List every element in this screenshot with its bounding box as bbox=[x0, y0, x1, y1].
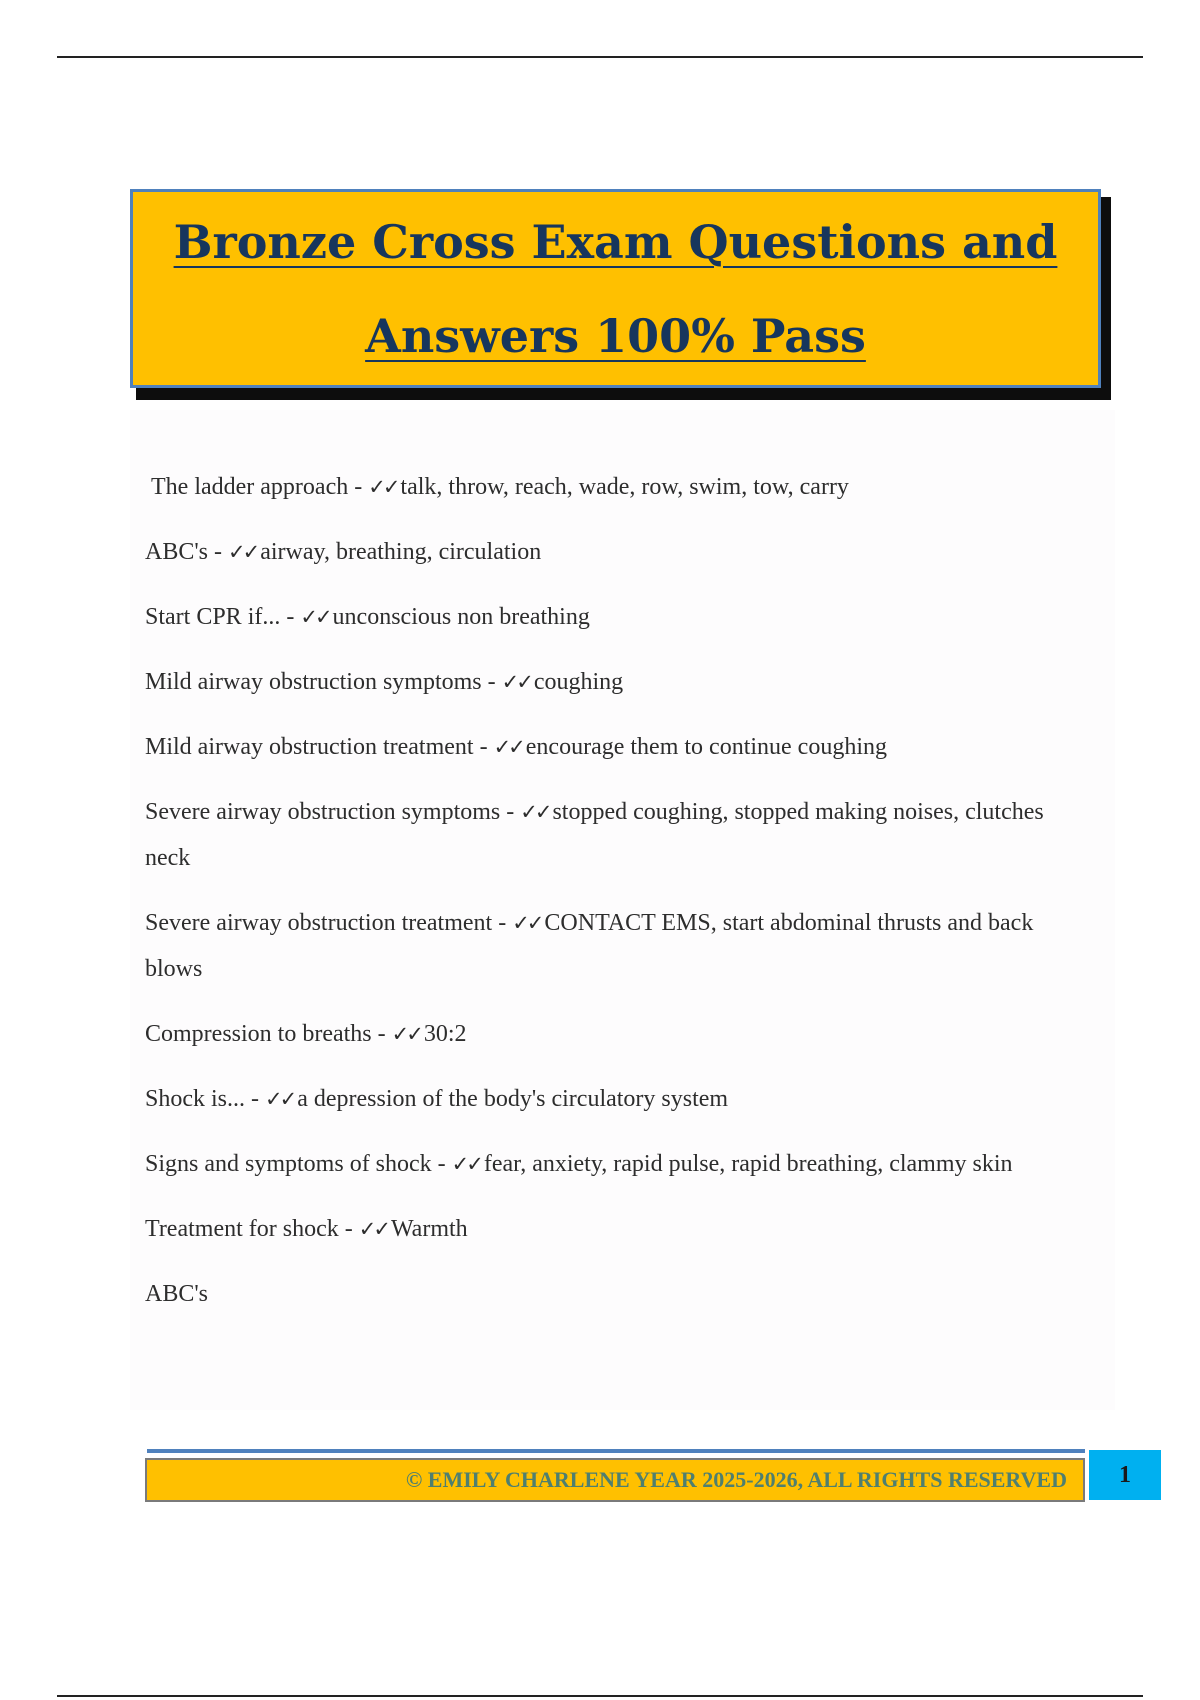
question-text: Start CPR if... - bbox=[145, 604, 301, 630]
answer-text: coughing bbox=[533, 669, 624, 695]
title-line-2: Answers 100% Pass bbox=[365, 308, 866, 363]
qa-item bbox=[145, 594, 1085, 640]
footer-banner bbox=[145, 1458, 1085, 1502]
question-text: Severe airway obstruction symptoms - bbox=[145, 799, 521, 825]
page-number: 1 bbox=[1089, 1450, 1161, 1500]
qa-item bbox=[145, 1011, 1085, 1057]
qa-item bbox=[145, 529, 1085, 575]
question-text: Treatment for shock - bbox=[145, 1216, 359, 1242]
answer-text: airway, breathing, circulation bbox=[260, 539, 542, 565]
check-mark-icon: ✓✓ bbox=[512, 911, 542, 935]
answer-text: 30:2 bbox=[423, 1021, 467, 1047]
qa-item bbox=[145, 900, 1085, 992]
qa-item bbox=[145, 1141, 1085, 1187]
qa-item bbox=[145, 789, 1085, 881]
check-mark-icon: ✓✓ bbox=[391, 1022, 421, 1046]
check-mark-icon: ✓✓ bbox=[451, 1152, 481, 1176]
question-text: The ladder approach - bbox=[151, 474, 369, 500]
question-text: Severe airway obstruction treatment - bbox=[145, 910, 513, 936]
check-mark-icon: ✓✓ bbox=[300, 605, 330, 629]
qa-list bbox=[145, 464, 1085, 1336]
question-text: ABC's - bbox=[145, 539, 229, 565]
check-mark-icon: ✓✓ bbox=[368, 475, 398, 499]
top-rule bbox=[57, 56, 1143, 58]
question-text: Mild airway obstruction symptoms - bbox=[145, 669, 502, 695]
answer-text: stopped coughing, stopped making noises, clutches neck bbox=[145, 799, 1044, 871]
copyright-text: © EMILY CHARLENE YEAR 2025-2026, ALL RIGHTS RESERVED bbox=[405, 1467, 1067, 1492]
check-mark-icon: ✓✓ bbox=[358, 1217, 388, 1241]
qa-item bbox=[145, 464, 1085, 510]
answer-text: CONTACT EMS, start abdominal thrusts and back blows bbox=[145, 910, 1034, 982]
check-mark-icon: ✓✓ bbox=[520, 800, 550, 824]
check-mark-icon: ✓✓ bbox=[493, 735, 523, 759]
qa-item bbox=[145, 724, 1085, 770]
answer-text: talk, throw, reach, wade, row, swim, tow, carry bbox=[400, 474, 849, 500]
footer-rule bbox=[147, 1449, 1085, 1453]
check-mark-icon: ✓✓ bbox=[265, 1087, 295, 1111]
answer-text: fear, anxiety, rapid pulse, rapid breathing, clammy skin bbox=[483, 1151, 1013, 1177]
qa-item bbox=[145, 659, 1085, 705]
title-box bbox=[130, 189, 1101, 388]
question-text: Compression to breaths - bbox=[145, 1021, 392, 1047]
answer-text: Warmth bbox=[390, 1216, 468, 1242]
question-text: Shock is... - bbox=[145, 1086, 265, 1112]
question-text: Signs and symptoms of shock - bbox=[145, 1151, 452, 1177]
answer-text: a depression of the body's circulatory system bbox=[297, 1086, 729, 1112]
answer-text: unconscious non breathing bbox=[332, 604, 590, 630]
check-mark-icon: ✓✓ bbox=[501, 670, 531, 694]
bottom-rule bbox=[57, 1695, 1143, 1697]
qa-item bbox=[145, 1076, 1085, 1122]
qa-item bbox=[145, 1206, 1085, 1252]
title-line-1: Bronze Cross Exam Questions and bbox=[173, 214, 1058, 269]
question-text: Mild airway obstruction treatment - bbox=[145, 734, 494, 760]
answer-text: encourage them to continue coughing bbox=[525, 734, 887, 760]
trailing-text: ABC's bbox=[145, 1281, 209, 1307]
check-mark-icon: ✓✓ bbox=[228, 540, 258, 564]
